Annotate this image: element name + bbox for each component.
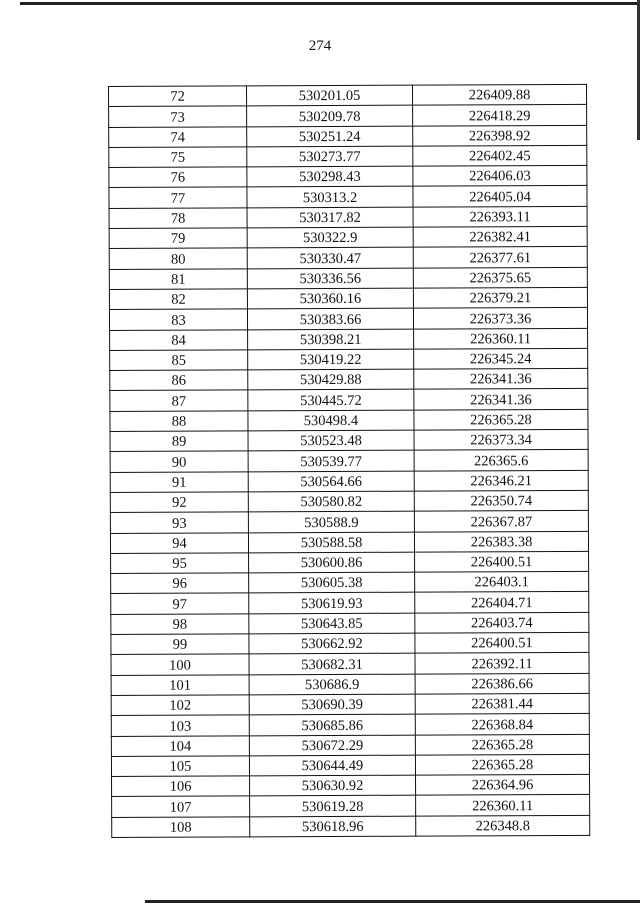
- point-number-cell: 97: [111, 593, 249, 614]
- point-number-cell: 100: [111, 654, 249, 675]
- x-coordinate-cell: 530398.21: [248, 329, 414, 350]
- table-row: [111, 673, 589, 695]
- point-number-cell: 99: [111, 634, 249, 655]
- table-row: [109, 105, 587, 127]
- x-coordinate-cell: 530251.24: [247, 126, 413, 147]
- table-row: [110, 348, 588, 370]
- point-number-cell: 73: [109, 106, 247, 127]
- point-number-cell: 80: [109, 248, 247, 269]
- point-number-cell: 85: [110, 350, 248, 371]
- table-row: [110, 389, 588, 411]
- table-row: [109, 186, 587, 208]
- table-row: [109, 125, 587, 147]
- point-number-cell: 107: [112, 796, 250, 817]
- x-coordinate-cell: 530445.72: [248, 390, 414, 411]
- x-coordinate-cell: 530429.88: [248, 369, 414, 390]
- table-row: [110, 470, 588, 492]
- x-coordinate-cell: 530419.22: [248, 349, 414, 370]
- table-row: [109, 166, 587, 188]
- y-coordinate-cell: 226392.11: [415, 653, 589, 674]
- y-coordinate-cell: 226367.87: [414, 511, 588, 532]
- x-coordinate-cell: 530298.43: [247, 166, 413, 187]
- table-row: [110, 369, 588, 391]
- x-coordinate-cell: 530619.93: [249, 593, 415, 614]
- point-number-cell: 79: [109, 228, 247, 249]
- y-coordinate-cell: 226403.1: [415, 572, 589, 593]
- y-coordinate-cell: 226402.45: [413, 145, 587, 166]
- table-row: [110, 531, 588, 553]
- point-number-cell: 101: [111, 674, 249, 695]
- coordinates-table-body: [109, 84, 590, 837]
- point-number-cell: 104: [111, 735, 249, 756]
- x-coordinate-cell: 530313.2: [247, 187, 413, 208]
- x-coordinate-cell: 530273.77: [247, 146, 413, 167]
- y-coordinate-cell: 226373.34: [414, 429, 588, 450]
- y-coordinate-cell: 226383.38: [414, 531, 588, 552]
- x-coordinate-cell: 530672.29: [249, 735, 415, 756]
- x-coordinate-cell: 530662.92: [249, 633, 415, 654]
- table-row: [110, 511, 588, 533]
- table-row: [112, 815, 590, 837]
- y-coordinate-cell: 226400.51: [415, 551, 589, 572]
- y-coordinate-cell: 226345.24: [414, 348, 588, 369]
- y-coordinate-cell: 226341.36: [414, 389, 588, 410]
- point-number-cell: 94: [110, 532, 248, 553]
- y-coordinate-cell: 226386.66: [415, 673, 589, 694]
- x-coordinate-cell: 530686.9: [249, 674, 415, 695]
- x-coordinate-cell: 530336.56: [247, 268, 413, 289]
- table-row: [110, 429, 588, 451]
- y-coordinate-cell: 226400.51: [415, 632, 589, 653]
- y-coordinate-cell: 226360.11: [416, 795, 590, 816]
- y-coordinate-cell: 226382.41: [413, 226, 587, 247]
- point-number-cell: 105: [111, 756, 249, 777]
- x-coordinate-cell: 530580.82: [248, 491, 414, 512]
- y-coordinate-cell: 226377.61: [413, 247, 587, 268]
- table-row: [109, 308, 587, 330]
- x-coordinate-cell: 530201.05: [247, 85, 413, 106]
- point-number-cell: 89: [110, 431, 248, 452]
- point-number-cell: 84: [110, 329, 248, 350]
- x-coordinate-cell: 530690.39: [249, 694, 415, 715]
- table-row: [111, 551, 589, 573]
- table-row: [111, 714, 589, 736]
- table-row: [111, 734, 589, 756]
- y-coordinate-cell: 226365.6: [414, 450, 588, 471]
- table-row: [111, 653, 589, 675]
- x-coordinate-cell: 530322.9: [247, 227, 413, 248]
- x-coordinate-cell: 530588.9: [248, 511, 414, 532]
- x-coordinate-cell: 530523.48: [248, 430, 414, 451]
- x-coordinate-cell: 530588.58: [248, 532, 414, 553]
- table-row: [110, 328, 588, 350]
- table-row: [109, 84, 587, 106]
- scan-edge-bottom: [145, 900, 640, 903]
- y-coordinate-cell: 226373.36: [413, 308, 587, 329]
- x-coordinate-cell: 530605.38: [249, 572, 415, 593]
- point-number-cell: 74: [109, 126, 247, 147]
- y-coordinate-cell: 226379.21: [413, 287, 587, 308]
- x-coordinate-cell: 530330.47: [247, 248, 413, 269]
- table-row: [111, 693, 589, 715]
- y-coordinate-cell: 226381.44: [415, 693, 589, 714]
- point-number-cell: 83: [109, 309, 247, 330]
- y-coordinate-cell: 226404.71: [415, 592, 589, 613]
- y-coordinate-cell: 226405.04: [413, 186, 587, 207]
- point-number-cell: 81: [109, 269, 247, 290]
- table-row: [111, 632, 589, 654]
- point-number-cell: 96: [111, 573, 249, 594]
- point-number-cell: 88: [110, 411, 248, 432]
- x-coordinate-cell: 530630.92: [250, 775, 416, 796]
- page-number: 274: [308, 38, 332, 54]
- table-row: [109, 226, 587, 248]
- x-coordinate-cell: 530600.86: [249, 552, 415, 573]
- point-number-cell: 77: [109, 187, 247, 208]
- y-coordinate-cell: 226398.92: [413, 125, 587, 146]
- point-number-cell: 108: [112, 817, 250, 838]
- point-number-cell: 75: [109, 147, 247, 168]
- point-number-cell: 87: [110, 390, 248, 411]
- point-number-cell: 106: [112, 776, 250, 797]
- y-coordinate-cell: 226364.96: [416, 774, 590, 795]
- x-coordinate-cell: 530539.77: [248, 451, 414, 472]
- x-coordinate-cell: 530209.78: [247, 105, 413, 126]
- x-coordinate-cell: 530618.96: [250, 816, 416, 837]
- y-coordinate-cell: 226393.11: [413, 206, 587, 227]
- y-coordinate-cell: 226346.21: [414, 470, 588, 491]
- y-coordinate-cell: 226418.29: [413, 105, 587, 126]
- coordinates-table: [108, 84, 590, 838]
- y-coordinate-cell: 226403.74: [415, 612, 589, 633]
- point-number-cell: 92: [110, 492, 248, 513]
- point-number-cell: 90: [110, 451, 248, 472]
- x-coordinate-cell: 530383.66: [247, 308, 413, 329]
- x-coordinate-cell: 530644.49: [249, 755, 415, 776]
- y-coordinate-cell: 226368.84: [415, 714, 589, 735]
- y-coordinate-cell: 226341.36: [414, 369, 588, 390]
- y-coordinate-cell: 226375.65: [413, 267, 587, 288]
- x-coordinate-cell: 530619.28: [250, 796, 416, 817]
- table-row: [109, 287, 587, 309]
- table-row: [112, 774, 590, 796]
- y-coordinate-cell: 226348.8: [416, 815, 590, 836]
- y-coordinate-cell: 226365.28: [414, 409, 588, 430]
- y-coordinate-cell: 226365.28: [415, 734, 589, 755]
- y-coordinate-cell: 226365.28: [415, 754, 589, 775]
- table-row: [110, 450, 588, 472]
- x-coordinate-cell: 530317.82: [247, 207, 413, 228]
- table-row: [109, 247, 587, 269]
- point-number-cell: 103: [111, 715, 249, 736]
- point-number-cell: 76: [109, 167, 247, 188]
- point-number-cell: 102: [111, 695, 249, 716]
- x-coordinate-cell: 530360.16: [247, 288, 413, 309]
- table-row: [109, 206, 587, 228]
- table-row: [111, 592, 589, 614]
- point-number-cell: 86: [110, 370, 248, 391]
- y-coordinate-cell: 226406.03: [413, 166, 587, 187]
- point-number-cell: 93: [110, 512, 248, 533]
- y-coordinate-cell: 226350.74: [414, 490, 588, 511]
- table-row: [109, 267, 587, 289]
- point-number-cell: 95: [111, 553, 249, 574]
- x-coordinate-cell: 530564.66: [248, 471, 414, 492]
- point-number-cell: 72: [109, 86, 247, 107]
- scan-edge-top: [20, 2, 640, 5]
- table-row: [112, 795, 590, 817]
- y-coordinate-cell: 226360.11: [414, 328, 588, 349]
- table-row: [111, 572, 589, 594]
- point-number-cell: 82: [109, 289, 247, 310]
- table-row: [111, 754, 589, 776]
- point-number-cell: 78: [109, 208, 247, 229]
- table-row: [109, 145, 587, 167]
- point-number-cell: 98: [111, 614, 249, 635]
- x-coordinate-cell: 530643.85: [249, 613, 415, 634]
- point-number-cell: 91: [110, 472, 248, 493]
- table-row: [111, 612, 589, 634]
- x-coordinate-cell: 530685.86: [249, 714, 415, 735]
- x-coordinate-cell: 530682.31: [249, 653, 415, 674]
- table-row: [110, 409, 588, 431]
- y-coordinate-cell: 226409.88: [412, 84, 586, 105]
- x-coordinate-cell: 530498.4: [248, 410, 414, 431]
- table-row: [110, 490, 588, 512]
